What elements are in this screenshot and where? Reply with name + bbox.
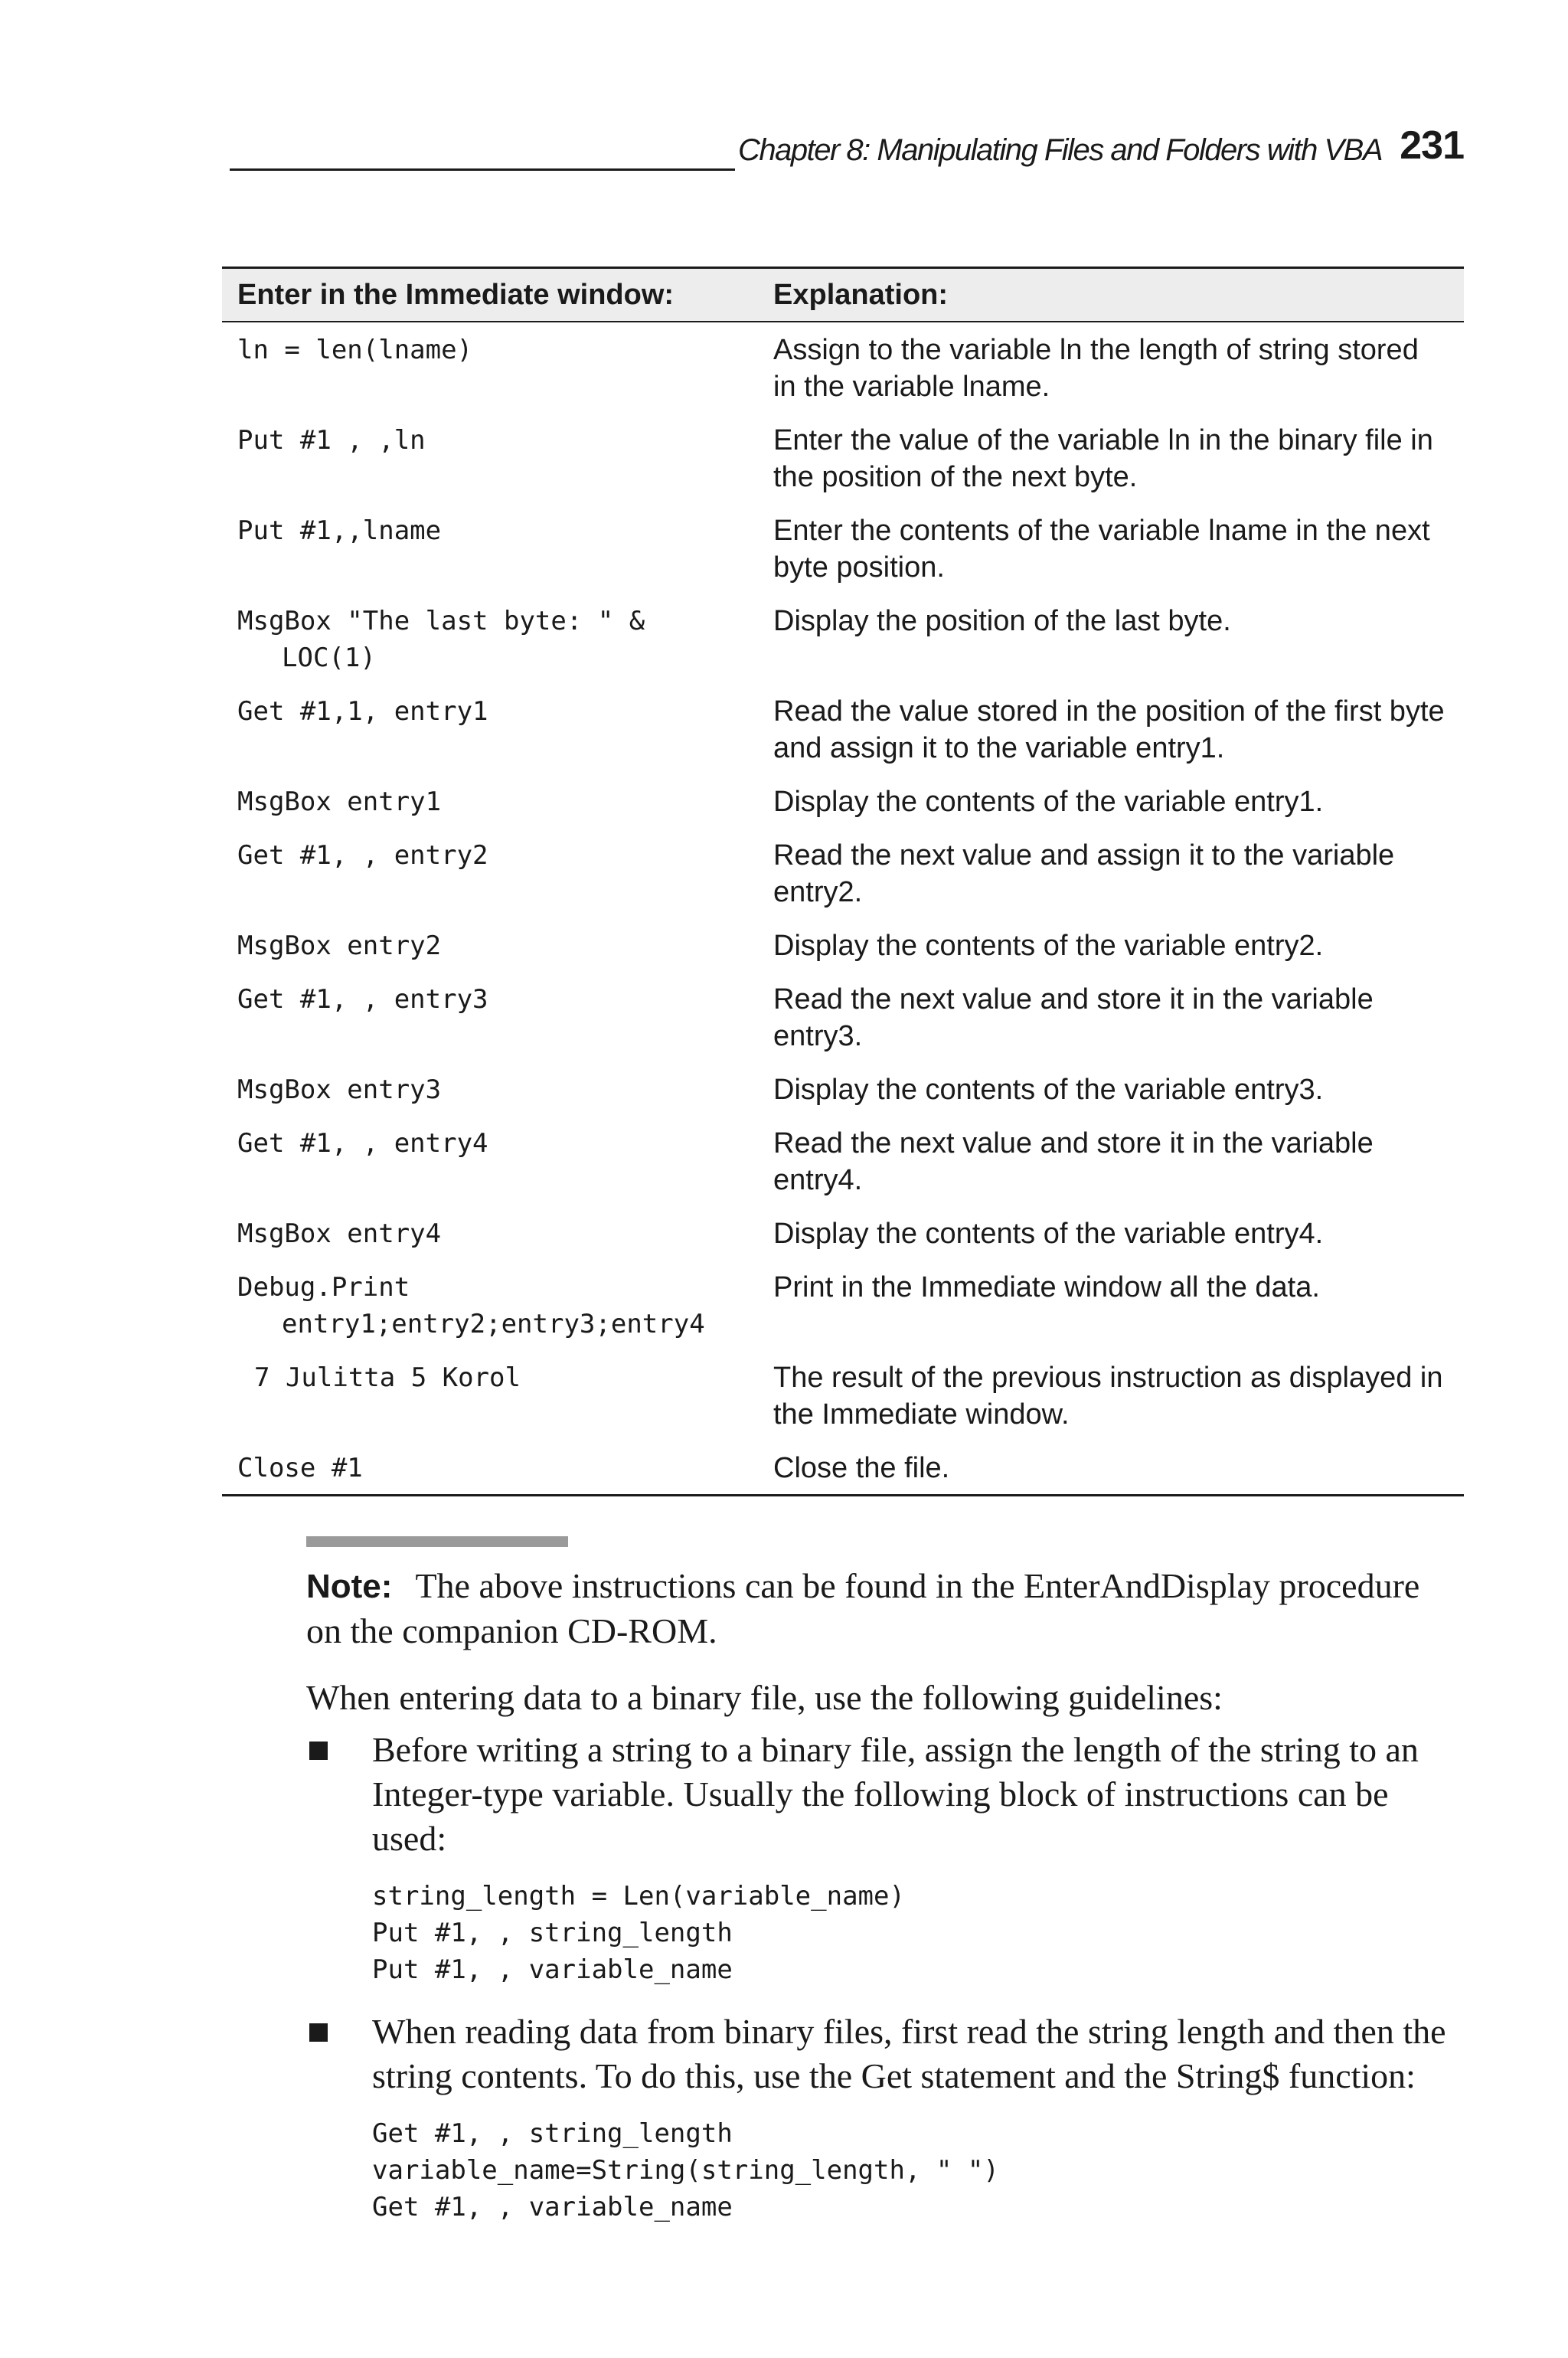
- bullet-item: [306, 1728, 1464, 1988]
- output-line: 7 Julitta 5 Korol: [254, 1362, 521, 1393]
- explanation-cell: Display the position of the last byte.: [773, 605, 1231, 637]
- explanation-cell: Assign to the variable ln the length of string stored in the variable lname.: [773, 334, 1419, 403]
- square-bullet-icon: [309, 1742, 328, 1760]
- code-cell: [222, 684, 758, 774]
- code-cell: [222, 1441, 758, 1496]
- code-line: MsgBox entry3: [237, 1074, 442, 1105]
- explanation-cell: The result of the previous instruction as displayed in the Immediate window.: [773, 1362, 1443, 1431]
- code-line: MsgBox entry2: [237, 930, 442, 961]
- note-label: Note:: [306, 1568, 393, 1605]
- code-line: MsgBox entry1: [237, 787, 442, 817]
- code-line: ln = len(lname): [237, 335, 473, 365]
- column-header-immediate: Enter in the Immediate window:: [222, 268, 758, 322]
- bullet-item: [306, 2010, 1464, 2226]
- code-cell: [222, 322, 758, 413]
- explanation-cell: Display the contents of the variable entry1.: [773, 786, 1324, 818]
- square-bullet-icon: [309, 2023, 328, 2042]
- code-line: Get #1, , entry4: [237, 1128, 488, 1159]
- explanation-cell: Read the next value and store it in the variable entry3.: [773, 983, 1374, 1052]
- explanation-cell: Display the contents of the variable entry2.: [773, 930, 1324, 962]
- note-box: [306, 1536, 1455, 1653]
- body-section: [306, 1676, 1464, 2247]
- code-cell: [222, 774, 758, 828]
- table-row: [222, 1260, 1464, 1350]
- code-line: Debug.Print: [237, 1272, 410, 1303]
- code-cell: [222, 918, 758, 972]
- code-line: Put #1 , ,ln: [237, 425, 426, 456]
- table-row: [222, 594, 1464, 684]
- note-text: [306, 1564, 1455, 1653]
- page-number: 231: [1400, 123, 1464, 168]
- code-cell: [222, 413, 758, 503]
- code-line-continuation: LOC(1): [282, 643, 376, 673]
- explanation-cell: Display the contents of the variable entry3.: [773, 1074, 1324, 1106]
- chapter-title: Chapter 8: Manipulating Files and Folders with VBA: [738, 133, 1383, 167]
- table-row: [222, 774, 1464, 828]
- code-line: MsgBox entry4: [237, 1218, 442, 1249]
- explanation-cell: Print in the Immediate window all the data.: [773, 1271, 1320, 1303]
- code-line-continuation: entry1;entry2;entry3;entry4: [282, 1309, 705, 1339]
- header-rule: [230, 168, 735, 171]
- code-cell: [222, 828, 758, 918]
- bullet-text: When reading data from binary files, first read the string length and then the string contents. To do this, use the Get statement and the String$ function:: [372, 2012, 1446, 2095]
- table-header-row: [222, 268, 1464, 322]
- guidelines-intro: When entering data to a binary file, use the following guidelines:: [306, 1678, 1223, 1717]
- code-cell: [222, 1350, 758, 1441]
- explanation-cell: Enter the contents of the variable lname in the next byte position.: [773, 515, 1430, 584]
- code-line: Put #1,,lname: [237, 515, 442, 546]
- table-row: [222, 503, 1464, 594]
- code-cell: [222, 503, 758, 594]
- table-row: [222, 684, 1464, 774]
- table-row: [222, 1206, 1464, 1260]
- explanation-cell: Display the contents of the variable entry4.: [773, 1218, 1324, 1250]
- note-body: The above instructions can be found in the EnterAndDisplay procedure on the companion CD-ROM.: [306, 1566, 1420, 1650]
- code-cell: [222, 1206, 758, 1260]
- explanation-cell: Read the next value and assign it to the variable entry2.: [773, 839, 1395, 908]
- explanation-cell: Read the value stored in the position of the first byte and assign it to the variable entry1.: [773, 695, 1445, 764]
- explanation-cell: Enter the value of the variable ln in the binary file in the position of the next byte.: [773, 424, 1433, 493]
- table-row: [222, 828, 1464, 918]
- explanation-cell: Close the file.: [773, 1452, 950, 1484]
- column-header-explanation: Explanation:: [758, 268, 1464, 322]
- code-line: Get #1, , entry2: [237, 840, 488, 871]
- note-bar: [306, 1536, 568, 1547]
- code-cell: [222, 972, 758, 1062]
- table-row: [222, 918, 1464, 972]
- table-row: [222, 1062, 1464, 1116]
- explanation-cell: Read the next value and store it in the variable entry4.: [773, 1127, 1374, 1196]
- code-line: Get #1, , entry3: [237, 984, 488, 1015]
- table-row: [222, 1441, 1464, 1496]
- code-line: Get #1,1, entry1: [237, 696, 488, 727]
- table-row: [222, 1116, 1464, 1206]
- code-block: string_length = Len(variable_name) Put #1, , string_length Put #1, , variable_name: [372, 1881, 905, 1985]
- table-row: [222, 1350, 1464, 1441]
- table-row: [222, 972, 1464, 1062]
- code-line: MsgBox "The last byte: " &: [237, 606, 645, 636]
- instruction-table: [222, 267, 1464, 1496]
- running-header: [230, 123, 1464, 176]
- table-row: [222, 413, 1464, 503]
- table-row: [222, 322, 1464, 413]
- code-cell: [222, 1260, 758, 1350]
- bullet-text: Before writing a string to a binary file, assign the length of the string to an Integer-type variable. Usually the following block of instructions can be used:: [372, 1730, 1419, 1858]
- code-line: Close #1: [237, 1453, 363, 1483]
- code-cell: [222, 594, 758, 684]
- code-cell: [222, 1116, 758, 1206]
- code-cell: [222, 1062, 758, 1116]
- code-block: Get #1, , string_length variable_name=String(string_length, " ") Get #1, , variable_name: [372, 2118, 999, 2222]
